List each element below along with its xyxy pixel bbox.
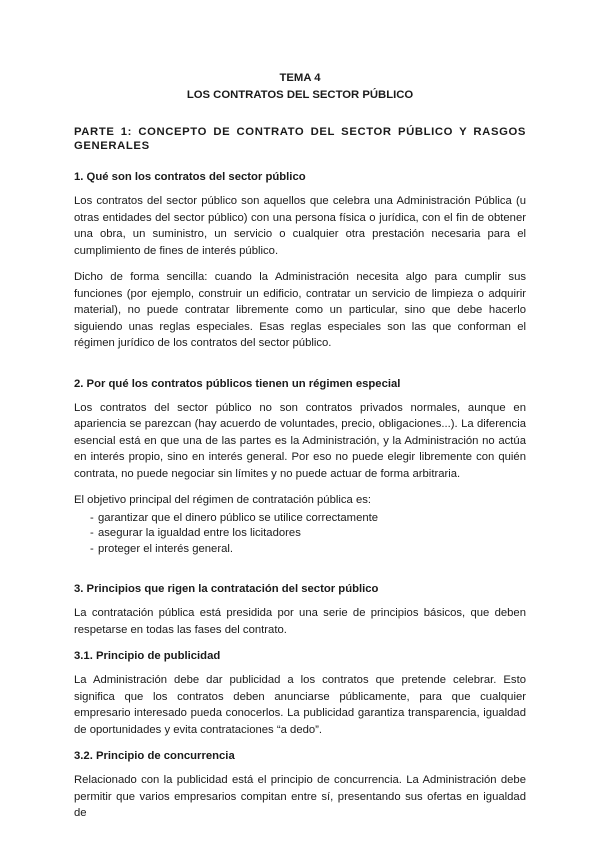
subsection-3-2-heading: 3.2. Principio de concurrencia	[74, 750, 235, 762]
section-1-heading: 1. Qué son los contratos del sector público	[74, 171, 306, 183]
subsection-3-1-heading: 3.1. Principio de publicidad	[74, 650, 221, 662]
tema-label: TEMA 4	[279, 72, 321, 84]
list-item: - proteger el interés general.	[74, 542, 526, 558]
list-item: - asegurar la igualdad entre los licitadores	[74, 526, 526, 542]
section-2-paragraph-1: Los contratos del sector público no son contratos privados normales, aunque en apariencia se parezcan (hay acuerdo de voluntades, precio, obligaciones...). La diferencia esencial está en que una de las partes es la Administración, y la Administración no actúa en interés propio, sino en interés general. Por eso no puede elegir libremente con quién contrata, no puede negociar sin límites y no puede actuar de forma arbitraria.	[74, 401, 526, 480]
objectives-list	[74, 511, 526, 558]
section-1-paragraph-1: Los contratos del sector público son aquellos que celebra una Administración Pública (u otras entidades del sector público) con una persona física o jurídica, con el fin de obtener una obra, un suministro, un servicio o cualquier otra prestación necesaria para el cumplimiento de fines de interés público.	[74, 195, 526, 257]
section-2-paragraph-2: El objetivo principal del régimen de contratación pública es:	[74, 494, 372, 506]
subsection-3-1-paragraph: La Administración debe dar publicidad a los contratos que pretende celebrar. Esto significa que los contratos deben anunciarse públicamente, para que cualquier empresario interesado pueda conocerlos. La publicidad garantiza transparencia, igualdad de oportunidades y evita contrataciones “a dedo”.	[74, 674, 526, 736]
list-item: - garantizar que el dinero público se utilice correctamente	[74, 511, 526, 527]
section-1-paragraph-2: Dicho de forma sencilla: cuando la Administración necesita algo para cumplir sus funciones (por ejemplo, construir un edificio, contratar un servicio de limpieza o adquirir material), no puede contratar libremente como un particular, sino que debe hacerlo siguiendo unas reglas especiales. Esas reglas especiales son las que conforman el régimen jurídico de los contratos del sector público.	[74, 271, 526, 349]
part-heading: PARTE 1: CONCEPTO DE CONTRATO DEL SECTOR PÚBLICO Y RASGOS GENERALES	[74, 126, 526, 152]
section-3-heading: 3. Principios que rigen la contratación del sector público	[74, 583, 379, 595]
subsection-3-2-paragraph: Relacionado con la publicidad está el principio de concurrencia. La Administración debe permitir que varios empresarios compitan entre sí, presentando sus ofertas en igualdad de	[74, 774, 526, 819]
section-3-paragraph-1: La contratación pública está presidida por una serie de principios básicos, que deben respetarse en todas las fases del contrato.	[74, 607, 526, 636]
title-block	[74, 70, 526, 103]
document-title: LOS CONTRATOS DEL SECTOR PÚBLICO	[186, 88, 414, 101]
section-2-heading: 2. Por qué los contratos públicos tienen un régimen especial	[74, 377, 401, 390]
